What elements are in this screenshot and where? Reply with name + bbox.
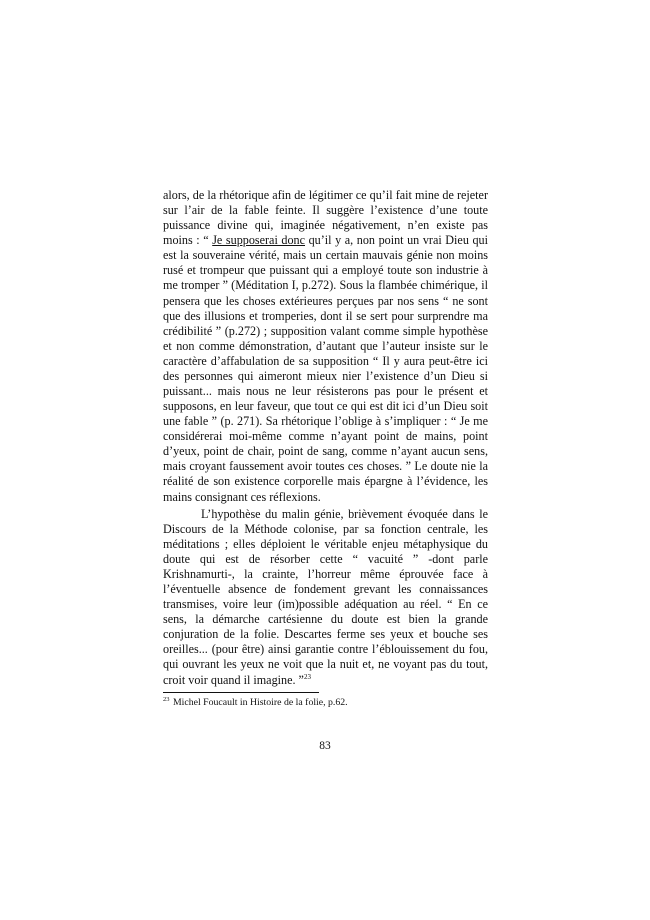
paragraph-2-text: L’hypothèse du malin génie, brièvement évoquée dans le Discours de la Méthode colonise, par sa fonction centrale, les méditations ; elles déploient le véritable enjeu métaphysique du doute qui est de résorber cette “ vacuité ” -dont parle Krishnamurti-, la crainte, l’horreur même éprouvée face à l’éventuelle absence de fondement grevant les connaissances transmises, voire leur (im)possible adéquation au réel. “ En ce sens, la démarche cartésienne du doute est bien la grande conjuration de la folie. Descartes ferme ses yeux et bouche ses oreilles... (pour être) ainsi garantie contre l’éblouissement du fou, qui ouvrant les yeux ne voit que la nuit et, ne voyant pas du tout, croit voir quand il imagine. ” (163, 506, 488, 687)
page-number: 83 (319, 740, 331, 752)
footnote-text: Michel Foucault in Histoire de la folie, p.62. (170, 697, 348, 708)
footnote-marker: 23 (163, 695, 170, 703)
underlined-quote-phrase: Je supposerai donc (212, 233, 306, 248)
paragraph-1-text-start: alors, de la rhétorique afin de légitimer ce qu’il fait mine de rejeter sur l’air de la fable feinte. Il suggère l’existence d’une toute puissance divine qui, imaginée négativement, n’en existe pas moins : “ (163, 188, 488, 248)
paragraph-1 (163, 188, 488, 505)
footnote-separator (163, 692, 319, 693)
paragraph-1-text-end: qu’il y a, non point un vrai Dieu qui est la souveraine vérité, mais un certain mauvais génie non moins rusé et trompeur que puissant qui a employé toute son industrie à me tromper ” (Méditation I, p.272). Sous la flambée chimérique, il pensera que les choses extérieures perçues par nos sens “ ne sont que des illusions et tromperies, dont il se sert pour surprendre ma crédibilité ” (p.272) ; supposition valant comme simple hypothèse et non comme démonstration, d’autant que l’auteur insiste sur le caractère d’affabulation de sa supposition “ Il y aura peut-être ici des personnes qui aimeront mieux nier l’existence d’un Dieu si puissant... mais nous ne leur résisterons pas pour le présent et supposons, en leur faveur, que tout ce qui est dit ici d’un Dieu soit une fable ” (p. 271). Sa rhétorique l’oblige à s’impliquer : “ Je me considérerai moi-même comme n’ayant point de mains, point d’yeux, point de chair, point de sang, comme n’ayant aucun sens, mais croyant faussement avoir toutes ces choses. ” Le doute nie la réalité de son existence corporelle mais épargne à l’évidence, les mains consignant ces réflexions. (163, 233, 488, 504)
paragraph-2 (163, 507, 488, 688)
footnote-reference: 23 (303, 672, 311, 681)
body-text (163, 188, 488, 688)
footnote (163, 697, 493, 709)
